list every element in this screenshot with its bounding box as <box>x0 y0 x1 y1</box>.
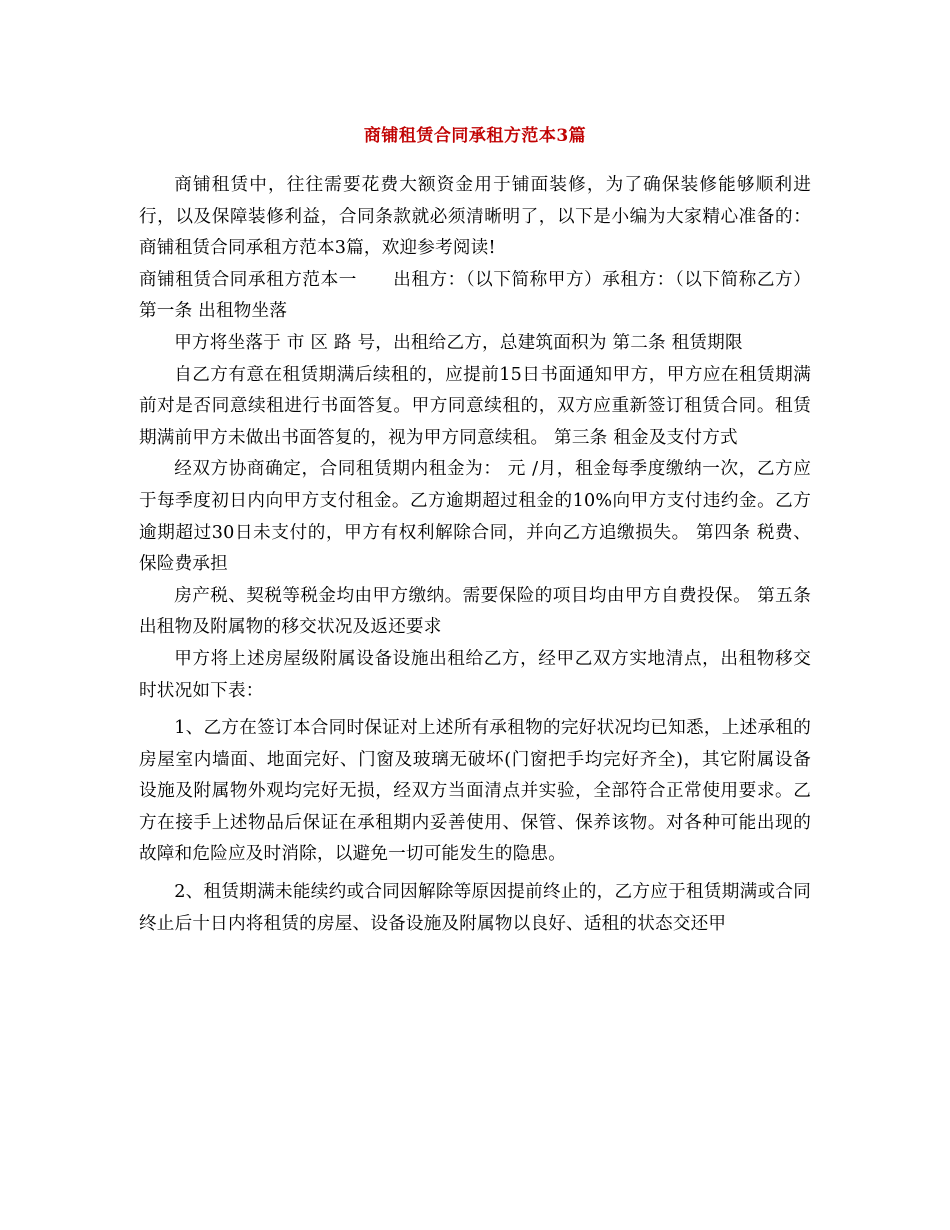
paragraph-taxes: 房产税、契税等税金均由甲方缴纳。需要保险的项目均由甲方自费投保。 第五条 出租物及附属物的移交状况及返还要求 <box>139 585 811 638</box>
paragraph-clause-1: 1、乙方在签订本合同时保证对上述所有承租物的完好状况均已知悉，上述承租的房屋室内墙面、地面完好、门窗及玻璃无破坏(门窗把手均完好齐全)，其它附属设备设施及附属物外观均完好无损，经双方当面清点并实验，全部符合正常使用要求。乙方在接手上述物品后保证在承租期内妥善使用、保管、保养该物。对各种可能出现的故障和危险应及时消除，以避免一切可能发生的隐患。 <box>139 718 811 865</box>
paragraph-contract-heading: 商铺租赁合同承租方范本一 出租方：（以下简称甲方）承租方：（以下简称乙方）第一条 出租物坐落 <box>139 269 811 322</box>
paragraph-handover: 甲方将上述房屋级附属设备设施出租给乙方，经甲乙双方实地清点，出租物移交时状况如下表： <box>139 648 811 701</box>
paragraph-intro: 商铺租赁中，往往需要花费大额资金用于铺面装修，为了确保装修能够顺利进行，以及保障装修利益，合同条款就必须清晰明了，以下是小编为大家精心准备的：商铺租赁合同承租方范本3篇，欢迎参考阅读! <box>139 175 811 259</box>
paragraph-rent-payment: 经双方协商确定，合同租赁期内租金为： 元 /月，租金每季度缴纳一次，乙方应于每季度初日内向甲方支付租金。乙方逾期超过租金的10%向甲方支付违约金。乙方逾期超过30日未支付的，甲方有权利解除合同，并向乙方追缴损失。 第四条 税费、保险费承担 <box>139 459 811 575</box>
paragraph-location: 甲方将坐落于 市 区 路 号，出租给乙方，总建筑面积为 第二条 租赁期限 <box>174 332 743 353</box>
document-body <box>139 170 811 940</box>
document-title: 商铺租赁合同承租方范本3篇 <box>363 126 587 146</box>
paragraph-clause-2: 2、租赁期满未能续约或合同因解除等原因提前终止的，乙方应于租赁期满或合同终止后十日内将租赁的房屋、设备设施及附属物以良好、适租的状态交还甲 <box>139 882 811 934</box>
paragraph-lease-term: 自乙方有意在租赁期满后续租的，应提前15日书面通知甲方，甲方应在租赁期满前对是否同意续租进行书面答复。甲方同意续租的，双方应重新签订租赁合同。租赁期满前甲方未做出书面答复的，视为甲方同意续租。 第三条 租金及支付方式 <box>139 364 811 448</box>
